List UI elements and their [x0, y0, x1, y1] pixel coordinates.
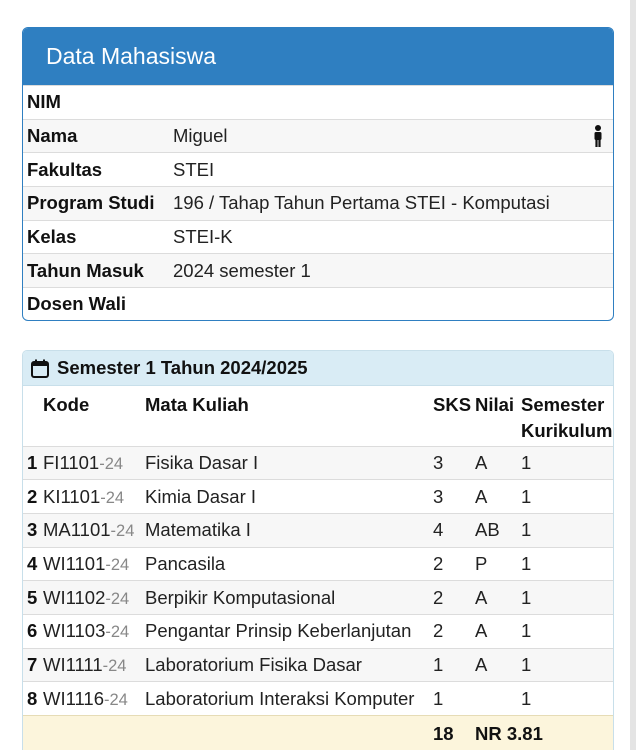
col-mata-kuliah-header: Mata Kuliah: [145, 394, 249, 415]
table-row: [23, 648, 614, 682]
course-sks: 4: [433, 519, 444, 541]
program-studi-value: 196 / Tahap Tahun Pertama STEI - Komputasi: [173, 192, 550, 214]
course-semester: 1: [521, 653, 532, 675]
course-sks: 1: [433, 687, 444, 709]
info-row-dosen-wali: [23, 287, 613, 321]
course-grade: A: [475, 586, 488, 608]
course-grade: AB: [475, 519, 500, 541]
course-semester: 1: [521, 485, 532, 507]
nim-label: NIM: [27, 91, 61, 113]
row-number: 8: [27, 687, 38, 709]
course-grade: [475, 682, 521, 716]
col-nilai-header: Nilai: [475, 394, 515, 415]
tahun-masuk-value: 2024 semester 1: [173, 259, 311, 281]
course-sks: 3: [433, 451, 444, 473]
semester-panel-header: [23, 351, 613, 386]
course-sks: 3: [433, 485, 444, 507]
course-grade: A: [475, 485, 488, 507]
course-code-main: WI1111: [43, 653, 103, 675]
dosen-wali-label: Dosen Wali: [27, 293, 127, 315]
semester-header-line2: Kurikulum: [521, 420, 613, 441]
info-row-program-studi: [23, 186, 613, 220]
course-code-suffix: -24: [105, 555, 130, 574]
course-code-suffix: -24: [104, 690, 128, 709]
course-code: [43, 547, 145, 581]
program-studi-label: Program Studi: [27, 192, 155, 214]
nama-label: Nama: [27, 125, 78, 147]
tahun-masuk-label: Tahun Masuk: [27, 259, 144, 281]
person-icon[interactable]: [593, 125, 603, 147]
course-code-main: WI1101: [43, 552, 106, 574]
course-sks: 1: [433, 653, 444, 675]
table-row: [23, 446, 614, 480]
course-code-suffix: -24: [100, 488, 125, 507]
course-name: Pengantar Prinsip Keberlanjutan: [145, 620, 412, 642]
row-number: 4: [27, 552, 38, 574]
row-number: 1: [27, 451, 38, 473]
course-semester: 1: [521, 620, 532, 642]
table-row: [23, 581, 614, 615]
course-code-main: FI1101: [43, 451, 100, 473]
page-scroll-edge: [630, 0, 636, 750]
course-sks: 2: [433, 586, 444, 608]
course-code-main: WI1102: [43, 586, 106, 608]
total-nr: NR 3.81: [475, 722, 543, 744]
fakultas-value: STEI: [173, 158, 215, 180]
total-blank-3: [145, 716, 433, 750]
course-code: [43, 480, 145, 514]
info-row-tahun-masuk: [23, 253, 613, 287]
semester-header-line1: Semester: [521, 394, 605, 415]
course-grade: A: [475, 620, 488, 642]
col-sks-header: SKS: [433, 394, 472, 415]
course-semester: 1: [521, 519, 532, 541]
course-name: Kimia Dasar I: [145, 485, 257, 507]
kelas-label: Kelas: [27, 226, 77, 248]
table-row: [23, 480, 614, 514]
semester-title: Semester 1 Tahun 2024/2025: [57, 357, 308, 378]
course-code-suffix: -24: [110, 522, 135, 541]
row-number: 3: [27, 519, 38, 541]
row-number: 7: [27, 653, 38, 675]
course-grade: A: [475, 653, 488, 675]
course-code: [43, 581, 145, 615]
course-sks: 2: [433, 552, 444, 574]
course-code-suffix: -24: [105, 623, 130, 642]
course-name: Fisika Dasar I: [145, 451, 259, 473]
table-row: [23, 513, 614, 547]
course-code-suffix: -24: [105, 589, 130, 608]
course-grade: A: [475, 451, 488, 473]
course-code: [43, 513, 145, 547]
course-code-main: MA1101: [43, 519, 111, 541]
table-row: [23, 547, 614, 581]
total-blank-2: [43, 716, 145, 750]
semester-panel: [22, 350, 614, 750]
fakultas-label: Fakultas: [27, 158, 103, 180]
course-name: Laboratorium Fisika Dasar: [145, 653, 362, 675]
course-name: Pancasila: [145, 552, 226, 574]
course-code: [43, 648, 145, 682]
course-semester: 1: [521, 687, 532, 709]
course-code-main: KI1101: [43, 485, 101, 507]
kelas-value: STEI-K: [173, 226, 233, 248]
col-no-header: [23, 386, 43, 446]
row-number: 2: [27, 485, 38, 507]
total-row: [23, 716, 614, 750]
course-semester: 1: [521, 451, 532, 473]
course-semester: 1: [521, 586, 532, 608]
course-semester: 1: [521, 552, 532, 574]
info-row-nama: [23, 119, 613, 153]
info-row-nim: [23, 85, 613, 119]
course-name: Laboratorium Interaksi Komputer: [145, 687, 415, 709]
calendar-icon: [31, 359, 49, 378]
course-sks: 2: [433, 620, 444, 642]
row-number: 6: [27, 620, 38, 642]
total-sks: 18: [433, 722, 454, 744]
col-kode-header: Kode: [43, 394, 90, 415]
grades-table: [23, 386, 614, 750]
nama-value: Miguel: [173, 125, 228, 147]
student-data-panel: [22, 27, 614, 321]
table-row: [23, 682, 614, 716]
course-code: [43, 682, 145, 716]
grades-header-row: [23, 386, 614, 446]
course-code-main: WI1103: [43, 620, 106, 642]
table-row: [23, 614, 614, 648]
total-blank-1: [23, 716, 43, 750]
course-name: Matematika I: [145, 519, 251, 541]
course-code: [43, 614, 145, 648]
info-row-kelas: [23, 220, 613, 254]
course-name: Berpikir Komputasional: [145, 586, 336, 608]
info-row-fakultas: [23, 152, 613, 186]
course-code-main: WI1116: [43, 687, 105, 709]
student-panel-title: Data Mahasiswa: [23, 28, 613, 85]
course-code: [43, 446, 145, 480]
course-grade: P: [475, 552, 488, 574]
col-semester-header: [521, 386, 614, 446]
row-number: 5: [27, 586, 38, 608]
course-code-suffix: -24: [102, 656, 127, 675]
course-code-suffix: -24: [99, 454, 124, 473]
